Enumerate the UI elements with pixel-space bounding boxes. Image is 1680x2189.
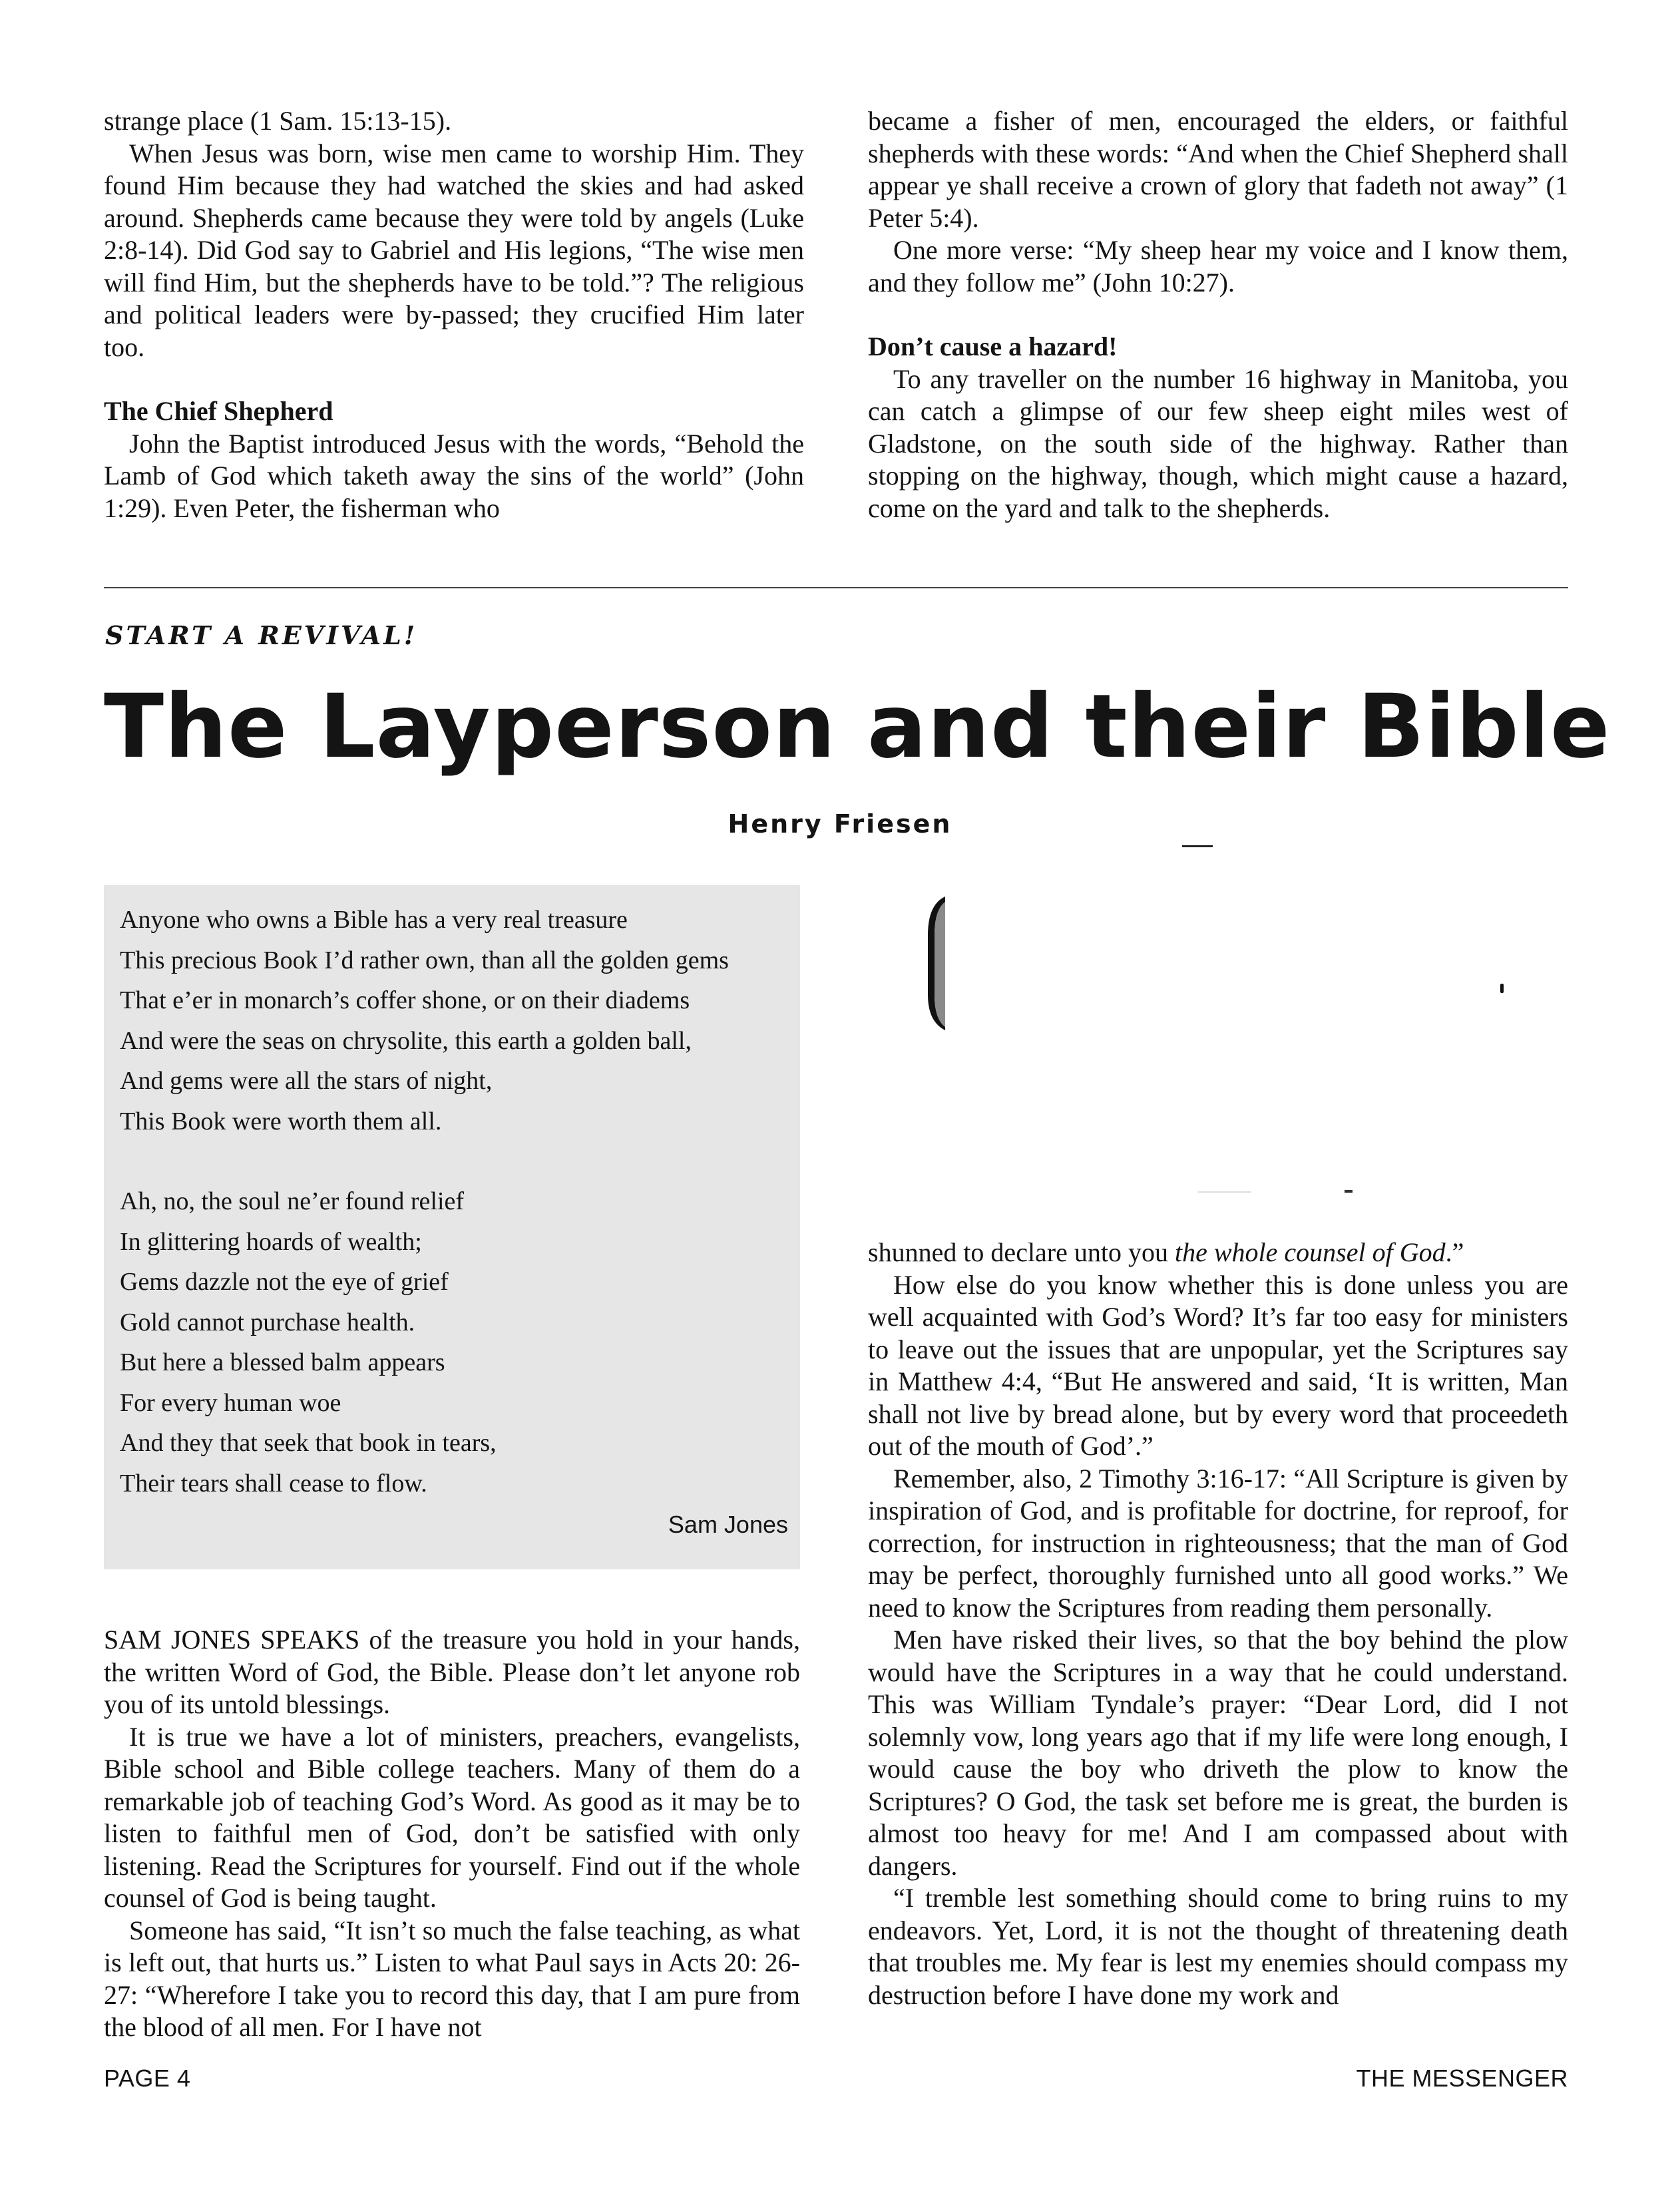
illustration-fragment	[1500, 984, 1504, 993]
illustration-fragment	[1198, 1191, 1251, 1193]
section-heading: Don’t cause a hazard!	[868, 331, 1118, 361]
paragraph: To any traveller on the number 16 highway in Manitoba, you can catch a glimpse of our few sheep eight miles west of Gladstone, on the south side of the highway. Rather than stopping on the highway, though, which might cause a hazard, come on the yard and talk to the shepherds.	[868, 363, 1568, 523]
paragraph: SAM JONES SPEAKS of the treasure you hold in your hands, the written Word of God, the Bible. Please don’t let anyone rob you of its untold blessings.	[104, 1625, 800, 1719]
paragraph: One more verse: “My sheep hear my voice and I know them, and they follow me” (John 10:27).	[868, 235, 1568, 298]
poem-line: Ah, no, the soul ne’er found relief	[120, 1187, 465, 1215]
poem-line: Their tears shall cease to flow.	[120, 1469, 427, 1497]
poem-line: And they that seek that book in tears,	[120, 1429, 497, 1457]
top-right-column	[868, 105, 1568, 524]
paragraph: Men have risked their lives, so that the boy behind the plow would have the Scriptures in a way that he could understand. This was William Tyndale’s prayer: “Dear Lord, did I not solemnly vow, long years ago that if my life were long enough, I would cause the boy who driveth the plow to know the Scriptures? O God, the task set before me is great, the burden is almost too heavy for me! And I am compassed about with dangers.	[868, 1625, 1568, 1881]
illustration-fragment	[1345, 1190, 1353, 1193]
paragraph: How else do you know whether this is done unless you are well acquainted with God’s Word? It’s far too easy for ministers to leave out the issues that are unpopular, yet the Scriptures say in Matthew 4:4, “But He answered and said, ‘It is written, Man shall not live by bread alone, but by every word that proceedeth out of the mouth of God’.”	[868, 1269, 1568, 1461]
poem-line: Gems dazzle not the eye of grief	[120, 1268, 449, 1296]
poem-line: This Book were worth them all.	[120, 1107, 442, 1135]
article-kicker: START A REVIVAL!	[105, 620, 418, 650]
publication-name: THE MESSENGER	[1356, 2065, 1568, 2092]
poem-attribution: Sam Jones	[668, 1511, 788, 1538]
bottom-right-column	[868, 1237, 1568, 2011]
article-title: The Layperson and their Bible	[104, 676, 1611, 778]
paragraph: “I tremble lest something should come to bring ruins to my endeavors. Yet, Lord, it is not the thought of threatening death that troubles me. My fear is lest my enemies should compass my destruction before I have done my work and	[868, 1883, 1568, 2010]
paragraph: strange place (1 Sam. 15:13-15).	[104, 106, 452, 136]
poem-line: And gems were all the stars of night,	[120, 1067, 493, 1095]
top-left-column	[104, 105, 804, 524]
text-run: shunned to declare unto you	[868, 1237, 1175, 1267]
paragraph: became a fisher of men, encouraged the elders, or faithful shepherds with these words: “And when the Chief Shepherd shall appear ye shall receive a crown of glory that fadeth not away” (1 Peter 5:4).	[868, 106, 1568, 233]
poem-line: Anyone who owns a Bible has a very real treasure	[120, 906, 628, 934]
illustration-fragment	[1182, 845, 1213, 847]
paragraph: Someone has said, “It isn’t so much the false teaching, as what is left out, that hurts us.” Listen to what Paul says in Acts 20: 26-27: “Wherefore I take you to record this day, that I am pure from the blood of all men. For I have not	[104, 1915, 800, 2042]
paragraph: When Jesus was born, wise men came to worship Him. They found Him because they had watched the skies and had asked around. Shepherds came because they were told by angels (Luke 2:8-14). Did God say to Gabriel and His legions, “The wise men will find Him, but the shepherds have to be told.”? The religious and political leaders were by-passed; they crucified Him later too.	[104, 138, 804, 362]
illustration-fragment	[925, 895, 952, 1032]
section-divider	[104, 587, 1568, 588]
poem-line: This precious Book I’d rather own, than all the golden gems	[120, 946, 729, 974]
paragraph: It is true we have a lot of ministers, preachers, evangelists, Bible school and Bible college teachers. Many of them do a remarkable job of teaching God’s Word. As good as it may be to listen to faithful men of God, don’t be satisfied with only listening. Read the Scriptures for yourself. Find out if the whole counsel of God is being taught.	[104, 1721, 800, 1913]
page-number: PAGE 4	[104, 2065, 191, 2092]
poem-line: In glittering hoards of wealth;	[120, 1227, 422, 1256]
paragraph	[868, 1237, 1568, 1269]
poem-sidebar	[104, 885, 800, 1569]
paragraph: John the Baptist introduced Jesus with the words, “Behold the Lamb of God which taketh away the sins of the world” (John 1:29). Even Peter, the fisherman who	[104, 428, 804, 523]
emphasis: the whole counsel of God	[1175, 1237, 1446, 1267]
poem-line: And were the seas on chrysolite, this earth a golden ball,	[120, 1026, 692, 1055]
poem-line: For every human woe	[120, 1388, 341, 1417]
bottom-left-column	[104, 1624, 800, 2044]
poem-line: But here a blessed balm appears	[120, 1348, 445, 1376]
text-run: .”	[1445, 1237, 1464, 1267]
poem-text	[120, 900, 785, 1503]
article-byline: Henry Friesen	[728, 809, 952, 839]
poem-line: Gold cannot purchase health.	[120, 1308, 415, 1336]
poem-line: That e’er in monarch’s coffer shone, or on their diadems	[120, 986, 690, 1014]
section-heading: The Chief Shepherd	[104, 396, 333, 426]
paragraph: Remember, also, 2 Timothy 3:16-17: “All Scripture is given by inspiration of God, and is profitable for doctrine, for reproof, for correction, for instruction in righteousness; that the man of God may be perfect, thoroughly furnished unto all good works.” We need to know the Scriptures from reading them personally.	[868, 1463, 1568, 1623]
